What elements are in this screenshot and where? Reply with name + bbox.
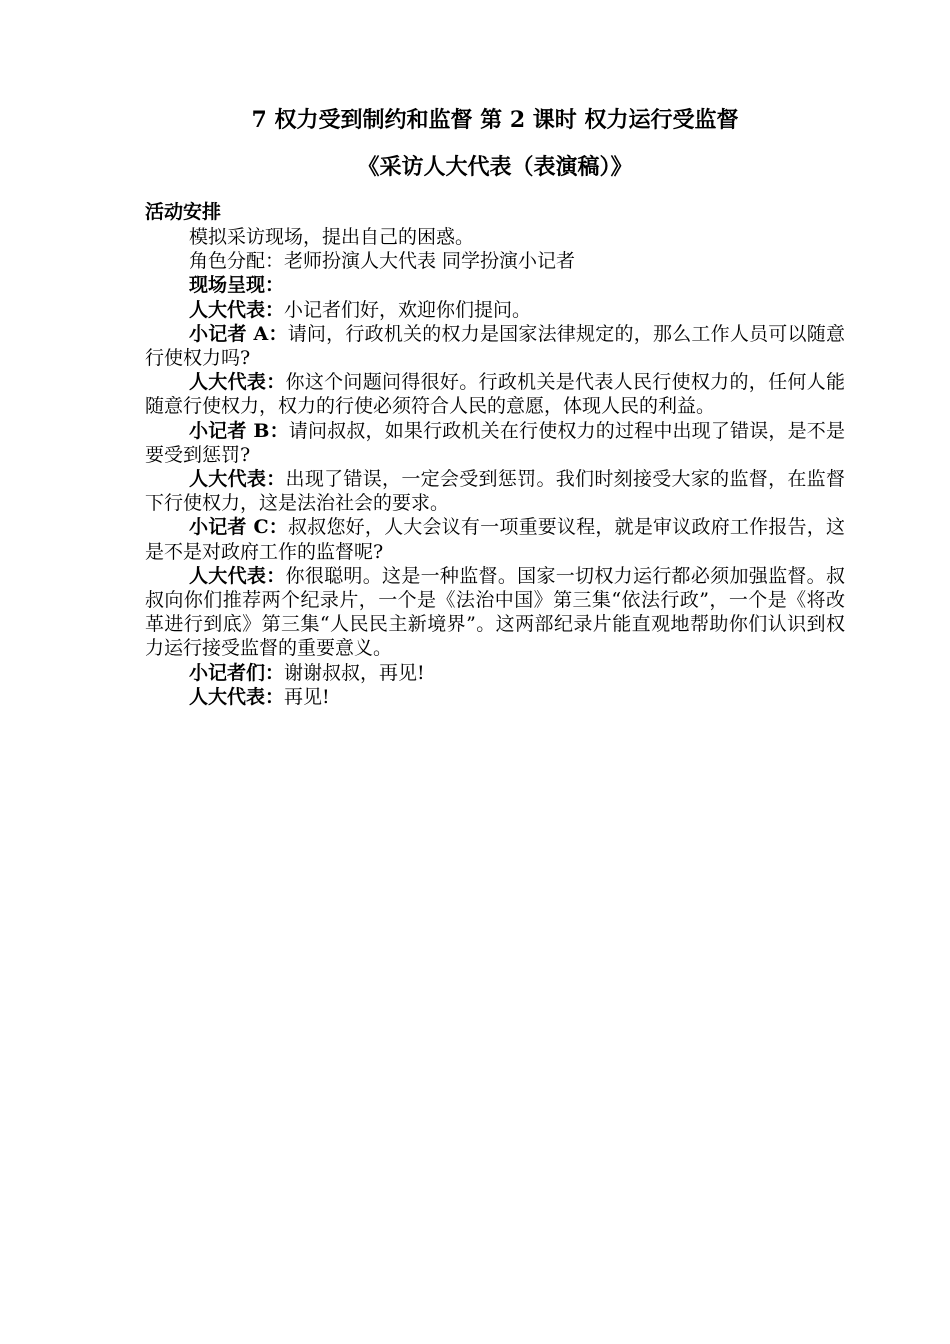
- dialogue-line: [145, 515, 845, 563]
- dialogue-text: 你很聪明。这是一种监督。国家一切权力运行都必须加强监督。叔叔向你们推荐两个纪录片，一个是《法治中国》第三集“依法行政”，一个是《将改革进行到底》第三集“人民民主新境界”。这两部纪录片能直观地帮助你们认识到权力运行接受监督的重要意义。: [145, 564, 845, 660]
- section-heading: 活动安排: [145, 201, 222, 223]
- dialogue-text: 请问，行政机关的权力是国家法律规定的，那么工作人员可以随意行使权力吗?: [145, 322, 845, 370]
- dialogue-line: [145, 467, 845, 515]
- dialogue-text: 你这个问题问得很好。行政机关是代表人民行使权力的，任何人能随意行使权力，权力的行使必须符合人民的意愿，体现人民的利益。: [145, 371, 845, 418]
- scene-label: [145, 273, 845, 297]
- role-assignment-line: 角色分配：老师扮演人大代表 同学扮演小记者: [189, 250, 576, 273]
- dialogue-speaker: 小记者们：: [189, 661, 285, 684]
- dialogue-line: [145, 685, 845, 709]
- dialogue-speaker: 人大代表：: [189, 371, 286, 394]
- dialogue-text: 请问叔叔，如果行政机关在行使权力的过程中出现了错误，是不是要受到惩罚?: [145, 419, 845, 466]
- dialogue-speaker: 人大代表：: [189, 298, 285, 321]
- dialogue-speaker: 人大代表：: [189, 685, 285, 708]
- dialogue-speaker: 小记者 B：: [189, 419, 289, 442]
- dialogue-line: [145, 370, 845, 418]
- dialogue-text: 叔叔您好，人大会议有一项重要议程，就是审议政府工作报告，这是不是对政府工作的监督呢?: [145, 516, 845, 563]
- dialogue-speaker: 人大代表：: [189, 468, 286, 491]
- document-subtitle: 《采访人大代表（表演稿）》: [357, 154, 633, 180]
- dialogue-line: [145, 419, 845, 467]
- dialogue-line: [145, 298, 845, 322]
- document-page: [145, 100, 845, 709]
- dialogue-speaker: 小记者 C：: [189, 516, 289, 539]
- intro-line: 模拟采访现场，提出自己的困惑。: [189, 226, 475, 248]
- dialogue-line: [145, 564, 845, 661]
- dialogue-text: 谢谢叔叔，再见!: [284, 661, 425, 684]
- dialogue-line: [145, 661, 845, 685]
- dialogue-text: 小记者们好，欢迎你们提问。: [284, 298, 532, 321]
- dialogue-text: 再见!: [284, 685, 330, 708]
- dialogue-line: [145, 322, 845, 370]
- dialogue-speaker: 人大代表：: [189, 564, 286, 587]
- document-title: 7 权力受到制约和监督 第 2 课时 权力运行受监督: [251, 107, 739, 133]
- dialogue-speaker: 小记者 A：: [189, 322, 288, 345]
- dialogue-text: 出现了错误，一定会受到惩罚。我们时刻接受大家的监督，在监督下行使权力，这是法治社会的要求。: [145, 468, 845, 515]
- scene-label-text: 现场呈现：: [189, 274, 285, 297]
